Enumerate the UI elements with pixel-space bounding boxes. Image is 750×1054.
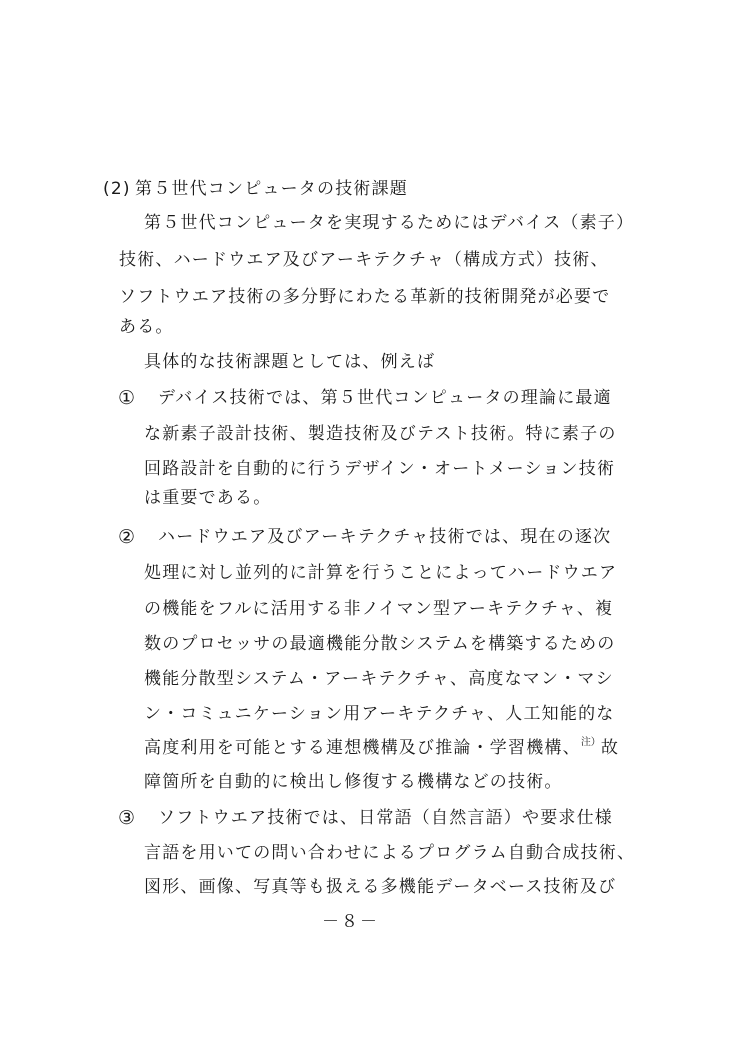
intro-line-3: ソフトウエア技術の多分野にわたる革新的技術開発が必要で (119, 287, 611, 307)
item-1-line-1: デバイス技術では、第５世代コンピュータの理論に最適 (158, 388, 612, 408)
intro-line-4: ある。 (119, 317, 174, 337)
section-number: (2) (103, 179, 131, 199)
item-2-line-5: 機能分散型システム・アーキテクチャ、高度なマン・マシ (144, 669, 614, 689)
note-reference: 注） (580, 737, 601, 748)
item-3-line-3: 図形、画像、写真等も扱える多機能データベース技術及び (144, 877, 617, 897)
item-2-line-3: の機能をフルに活用する非ノイマン型アーキテクチャ、複 (144, 599, 614, 619)
item-2-line-4: 数のプロセッサの最適機能分散システムを構築するための (144, 634, 616, 654)
item-3-line-1: ソフトウエア技術では、日常語（自然言語）や要求仕様 (158, 808, 613, 828)
lead-sentence: 具体的な技術課題としては、例えば (144, 352, 436, 372)
item-1-line-2: な新素子設計技術、製造技術及びテスト技術。特に素子の (144, 424, 617, 444)
item-2-line-7-text: 高度利用を可能とする連想機構及び推論・学習機構、 (144, 738, 581, 758)
item-2-marker: ② (118, 526, 136, 548)
item-3-marker: ③ (118, 807, 136, 829)
intro-line-1: 第５世代コンピュータを実現するためにはデバイス（素子） (144, 213, 635, 233)
item-2-line-1: ハードウエア及びアーキテクチャ技術では、現在の逐次 (158, 527, 612, 547)
item-2-line-7 (144, 738, 619, 761)
item-2-line-6: ン・コミュニケーション用アーキテクチャ、人工知能的な (144, 704, 615, 724)
section-title: 第５世代コンピュータの技術課題 (135, 179, 408, 199)
page-number: －８－ (322, 912, 379, 932)
item-1-line-4: は重要である。 (144, 488, 272, 508)
item-2-line-2: 処理に対し並列的に計算を行うことによってハードウエア (144, 563, 618, 583)
item-2-line-8: 障箇所を自動的に検出し修復する機構などの技術。 (144, 772, 563, 792)
item-1-marker: ① (118, 387, 136, 409)
intro-line-2: 技術、ハードウエア及びアーキテクチャ（構成方式）技術、 (119, 250, 609, 270)
item-2-line-7-tail: 故 (600, 738, 620, 758)
item-1-line-3: 回路設計を自動的に行うデザイン・オートメーション技術 (144, 459, 616, 479)
item-3-line-2: 言語を用いての問い合わせによるプログラム自動合成技術、 (144, 843, 636, 863)
